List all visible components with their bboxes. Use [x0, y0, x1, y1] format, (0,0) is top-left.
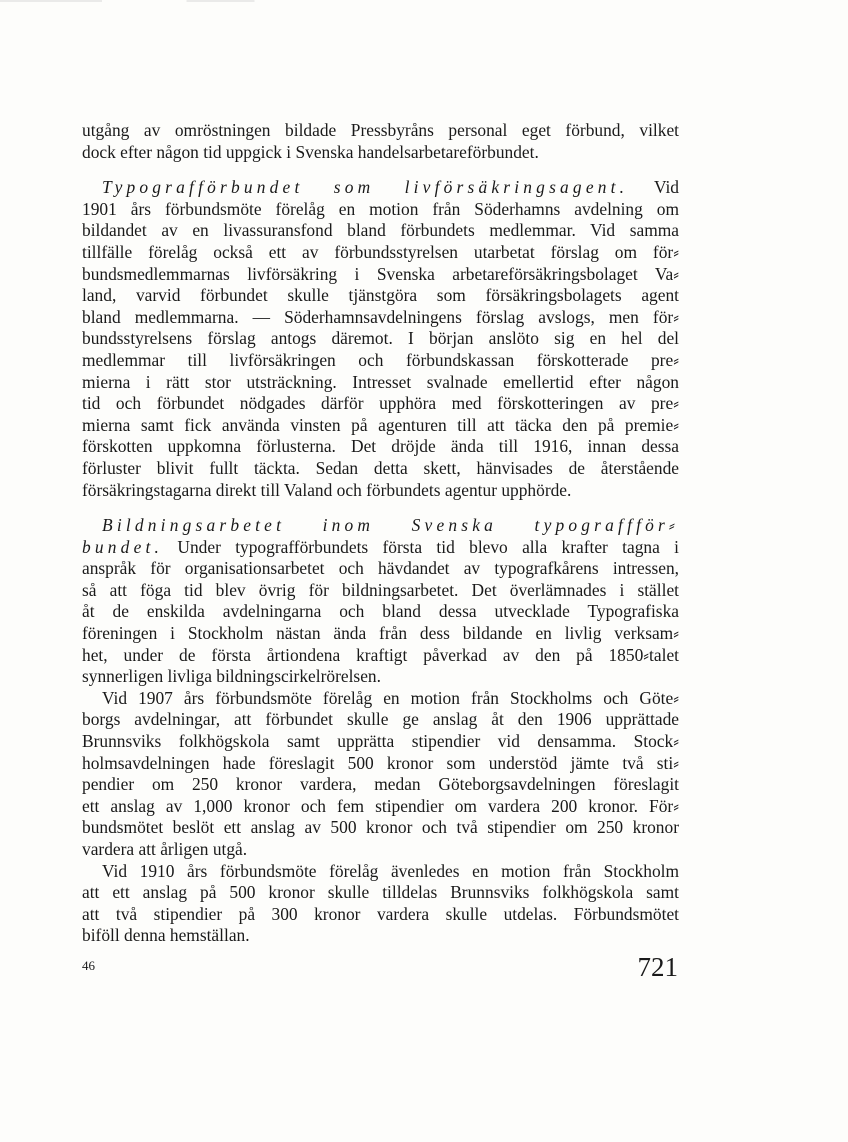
- text-line: mierna i rätt stor utsträckning. Intresset svalnade emellertid efter någon: [82, 371, 679, 392]
- text-line: Brunnsviks folkhögskola samt upprätta stipendier vid densamma. Stock⸗: [82, 731, 679, 752]
- text-line: bundsstyrelsens förslag antogs däremot. I början anslöto sig en hel del: [82, 328, 679, 349]
- text-line: het, under de första årtiondena kraftigt påverkad av den på 1850⸗talet: [82, 644, 679, 665]
- paragraph-bildningsarbetet: [82, 515, 679, 688]
- text-fragment: Under typografförbundets första tid blevo alla krafter tagna i: [163, 536, 679, 557]
- text-line: bildandet av en livassuransfond bland förbundets medlemmar. Vid samma: [82, 220, 679, 241]
- text-line: förluster blivit fullt täckta. Sedan detta skett, hänvisades de återstående: [82, 457, 679, 478]
- text-line: tillfälle förelåg också ett av förbundsstyrelsen utarbetat förslag om för⸗: [82, 241, 679, 262]
- paragraph-1907: [82, 688, 679, 861]
- text-line: åt de enskilda avdelningarna och bland dessa utvecklade Typografiska: [82, 601, 679, 622]
- text-line: synnerligen livliga bildningscirkelrörelsen.: [82, 666, 381, 687]
- text-line: borgs avdelningar, att förbundet skulle ge anslag åt den 1906 upprättade: [82, 709, 679, 730]
- text-line: 1901 års förbundsmöte förelåg en motion från Söderhamns avdelning om: [82, 198, 679, 219]
- text-line: så att föga tid blev övrig för bildningsarbetet. Det överlämnades i stället: [82, 579, 679, 600]
- text-line: pendier om 250 kronor vardera, medan Göteborgsavdelningen föreslagit: [82, 774, 679, 795]
- text-line: bundsmötet beslöt ett anslag av 500 kronor och två stipendier om 250 kronor: [82, 817, 679, 838]
- section-heading-livforsakring: Typografförbundet som livförsäkringsagent.: [102, 177, 629, 198]
- paragraph-pressbyran: [82, 120, 679, 163]
- text-line: bland medlemmarna. — Söderhamnsavdelningens förslag avslogs, men för⸗: [82, 306, 679, 327]
- text-line: tid och förbundet nödgades därför upphöra med förskotteringen av pre⸗: [82, 393, 679, 414]
- text-line: holmsavdelningen hade föreslagit 500 kronor som understöd jämte två sti⸗: [82, 752, 679, 773]
- text-line: Vid 1910 års förbundsmöte förelåg ävenledes en motion från Stockholm: [102, 860, 679, 881]
- heading-line: [82, 537, 679, 559]
- heading-line: [82, 177, 679, 199]
- text-line: bundsmedlemmarnas livförsäkring i Svenska arbetareförsäkringsbolaget Va⸗: [82, 263, 679, 284]
- text-line: att ett anslag på 500 kronor skulle tilldelas Brunnsviks folkhögskola samt: [82, 882, 679, 903]
- text-line: mierna samt fick använda vinsten på agenturen till att täcka den på premie⸗: [82, 414, 679, 435]
- signature-number: 46: [82, 958, 95, 973]
- text-fragment: Vid: [628, 177, 680, 198]
- text-line: utgång av omröstningen bildade Pressbyråns personal eget förbund, vilket: [82, 120, 679, 140]
- text-line: anspråk för organisationsarbetet och hävdandet av typografkårens intressen,: [82, 558, 679, 579]
- top-edge-rule: [0, 0, 848, 2]
- page-number: 721: [637, 952, 678, 982]
- text-line: medlemmar till livförsäkringen och förbundskassan förskotterade pre⸗: [82, 349, 679, 370]
- section-heading-bildningsarbetet: Bildningsarbetet inom Svenska typograffför⸗: [102, 515, 679, 536]
- paragraph-1910: [82, 861, 679, 947]
- text-line: biföll denna hemställan.: [82, 925, 250, 946]
- text-line: föreningen i Stockholm nästan ända från dess bildande en livlig verksam⸗: [82, 623, 679, 644]
- text-line: Vid 1907 års förbundsmöte förelåg en motion från Stockholms och Göte⸗: [102, 687, 679, 708]
- paragraph-livforsakring: [82, 177, 679, 501]
- text-line: försäkringstagarna direkt till Valand och förbundets agentur upphörde.: [82, 479, 572, 500]
- text-line: att två stipendier på 300 kronor vardera skulle utdelas. Förbundsmötet: [82, 903, 679, 924]
- text-line: land, varvid förbundet skulle tjänstgöra som försäkringsbolagets agent: [82, 285, 679, 306]
- text-line: vardera att årligen utgå.: [82, 839, 248, 859]
- text-line: ett anslag av 1,000 kronor och fem stipendier om vardera 200 kronor. För⸗: [82, 795, 679, 816]
- section-heading-bildningsarbetet-cont: bundet.: [82, 536, 164, 557]
- body-text: [82, 120, 679, 947]
- text-line: förskotten uppkomna förlusterna. Det dröjde ända till 1916, innan dessa: [82, 436, 679, 457]
- text-line: dock efter någon tid uppgick i Svenska handelsarbetareförbundet.: [82, 141, 539, 162]
